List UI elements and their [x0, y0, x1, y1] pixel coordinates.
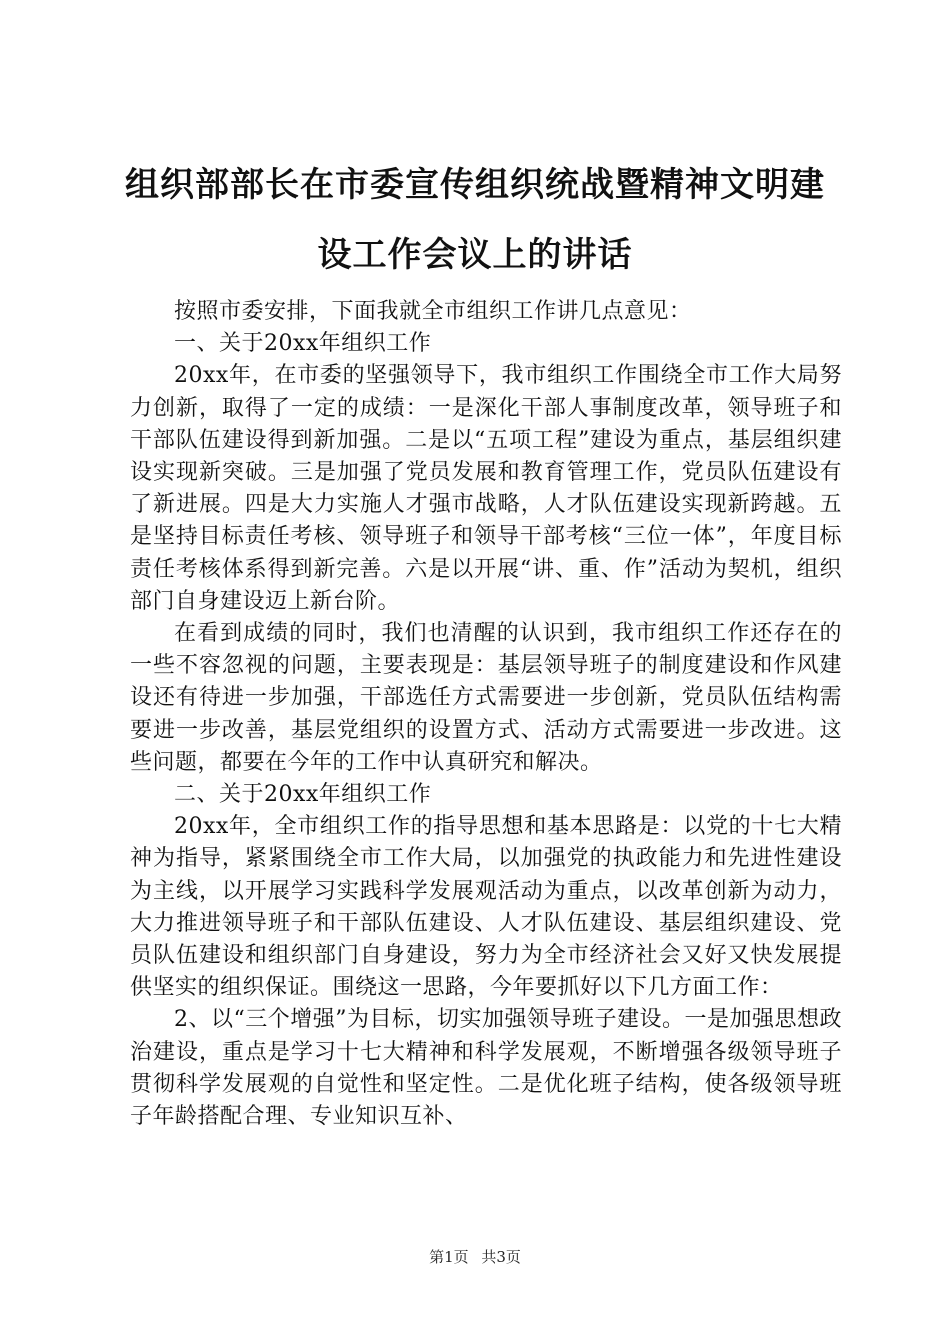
paragraph-guiding-thought: 20xx年，全市组织工作的指导思想和基本思路是：以党的十七大精神为指导，紧紧围绕全市工作大局，以加强党的执政能力和先进性建设为主线，以开展学习实践科学发展观活动为重点，以改革创新为动力，大力推进领导班子和干部队伍建设、人才队伍建设、基层组织建设、党员队伍建设和组织部门自身建设，努力为全市经济社会又好又快发展提供坚实的组织保证。围绕这一思路，今年要抓好以下几方面工作： — [130, 814, 842, 1001]
page-number: 第1页 — [429, 1248, 469, 1266]
document-body — [130, 296, 842, 1133]
page-footer — [0, 1246, 950, 1267]
paragraph-achievements: 20xx年，在市委的坚强领导下，我市组织工作围绕全市工作大局努力创新，取得了一定的成绩：一是深化干部人事制度改革，领导班子和干部队伍建设得到新加强。二是以“五项工程”建设为重点，基层组织建设实现新突破。三是加强了党员发展和教育管理工作，党员队伍建设有了新进展。四是大力实施人才强市战略，人才队伍建设实现新跨越。五是坚持目标责任考核、领导班子和领导干部考核“三位一体”，年度目标责任考核体系得到新完善。六是以开展“讲、重、作”活动为契机，组织部门自身建设迈上新台阶。 — [130, 363, 842, 614]
section-heading-2: 二、关于20xx年组织工作 — [174, 782, 432, 808]
paragraph-intro: 按照市委安排，下面我就全市组织工作讲几点意见： — [174, 299, 692, 324]
paragraph-problems: 在看到成绩的同时，我们也清醒的认识到，我市组织工作还存在的一些不容忽视的问题，主要表现是：基层领导班子的制度建设和作风建设还有待进一步加强，干部选任方式需要进一步创新，党员队伍结构需要进一步改善，基层党组织的设置方式、活动方式需要进一步改进。这些问题，都要在今年的工作中认真研究和解决。 — [130, 621, 842, 775]
section-heading-1: 一、关于20xx年组织工作 — [174, 331, 432, 357]
paragraph-item-2: 2、以“三个增强”为目标，切实加强领导班子建设。一是加强思想政治建设，重点是学习十七大精神和科学发展观，不断增强各级领导班子贯彻科学发展观的自觉性和坚定性。二是优化班子结构，使各级领导班子年龄搭配合理、专业知识互补、 — [130, 1007, 842, 1130]
page-total: 共3页 — [481, 1248, 521, 1266]
document-title: 组织部部长在市委宣传组织统战暨精神文明建设工作会议上的讲话 — [125, 165, 825, 275]
